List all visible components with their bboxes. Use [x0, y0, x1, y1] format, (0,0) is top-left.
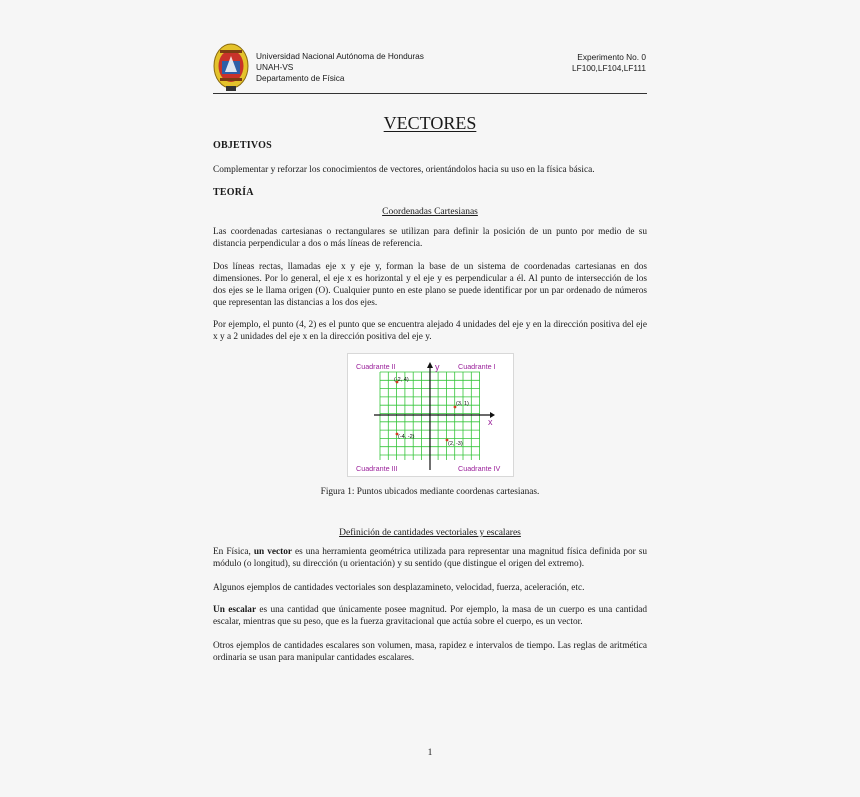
header-courses: LF100,LF104,LF111	[572, 63, 646, 73]
vector-examples: Algunos ejemplos de cantidades vectoriales son desplazamineto, velocidad, fuerza, aceleración, etc.	[213, 583, 585, 593]
teoria-paragraph-3: Por ejemplo, el punto (4, 2) es el punto que se encuentra alejado 4 unidades del eje y en la dirección positiva del eje x y a 2 unidades del eje x en la dirección positiva del eje y.	[213, 320, 647, 342]
teoria-paragraph-1: Las coordenadas cartesianas o rectangulares se utilizan para definir la posición de un punto por medio de su distancia perpendicular a dos o más líneas de referencia.	[213, 227, 647, 249]
header-institution	[256, 51, 424, 84]
objetivos-text: Complementar y reforzar los conocimientos de vectores, orientándolos hacia su uso en la física básica.	[213, 165, 595, 175]
vector-definition-text: es una herramienta geométrica utilizada para representar una magnitud física definida por su módulo (o longitud), su dirección (u orientación) y su sentido (que distingue el origen del extremo).	[213, 547, 648, 569]
scalar-term: Un escalar	[213, 605, 257, 615]
vector-definition	[213, 546, 647, 570]
university-seal-logo	[213, 42, 249, 92]
figure-caption: Figura 1: Puntos ubicados mediante coordenas cartesianas.	[320, 487, 540, 497]
point-label-4: (2, -3)	[448, 441, 463, 447]
header-divider	[213, 93, 647, 94]
scalar-definition-text: es una cantidad que únicamente posee magnitud. Por ejemplo, la masa de un cuerpo es una cantidad escalar, mientras que su peso, que es la fuerza gravitacional que actúa sobre el cuerpo, es un vector.	[213, 605, 648, 627]
point-label-1: (-2, 4)	[394, 377, 409, 383]
y-axis-label: y	[435, 362, 440, 372]
vector-term: un vector	[253, 547, 293, 557]
header-department: Departamento de Física	[256, 73, 345, 83]
point-label-2: (3, 1)	[456, 401, 469, 407]
header-experiment-number: Experimento No. 0	[577, 52, 646, 62]
y-axis-arrow-icon	[427, 362, 433, 368]
scalar-examples: Otros ejemplos de cantidades escalares son volumen, masa, rapidez e intervalos de tiempo. Las reglas de aritmética ordinaria se usan para manipular cantidades escalares.	[213, 641, 647, 663]
quadrant-1-label: Cuadrante I	[458, 362, 496, 371]
header-university: Universidad Nacional Autónoma de Honduras	[256, 51, 424, 61]
page-number: 1	[427, 748, 433, 758]
teoria-heading: TEORÍA	[213, 187, 254, 198]
header-experiment	[572, 52, 646, 74]
header-campus: UNAH-VS	[256, 62, 294, 72]
teoria-paragraph-2: Dos líneas rectas, llamadas eje x y eje y, forman la base de un sistema de coordenadas cartesianas en dos dimensiones. Por lo general, el eje x es horizontal y el eje y es perpendicular a él. Al punto de intersección de los dos ejes se le llama origen (O). Cualquier punto en este plano se puede identificar por un par ordenado de números que representan las distancias a los dos ejes.	[213, 262, 647, 308]
vector-intro: En Física,	[213, 547, 251, 557]
cartesian-subheading: Coordenadas Cartesianas	[382, 207, 478, 217]
cartesian-quadrants-figure	[347, 353, 514, 477]
document-title: VECTORES	[383, 113, 477, 133]
quadrant-3-label: Cuadrante III	[356, 464, 398, 473]
definicion-subheading: Definición de cantidades vectoriales y escalares	[339, 528, 521, 538]
point-label-3: (-4, -2)	[398, 434, 415, 440]
scalar-definition	[213, 604, 647, 628]
x-axis-label: x	[488, 417, 493, 427]
objetivos-heading: OBJETIVOS	[213, 140, 272, 151]
quadrant-2-label: Cuadrante II	[356, 362, 396, 371]
quadrant-4-label: Cuadrante IV	[458, 464, 501, 473]
